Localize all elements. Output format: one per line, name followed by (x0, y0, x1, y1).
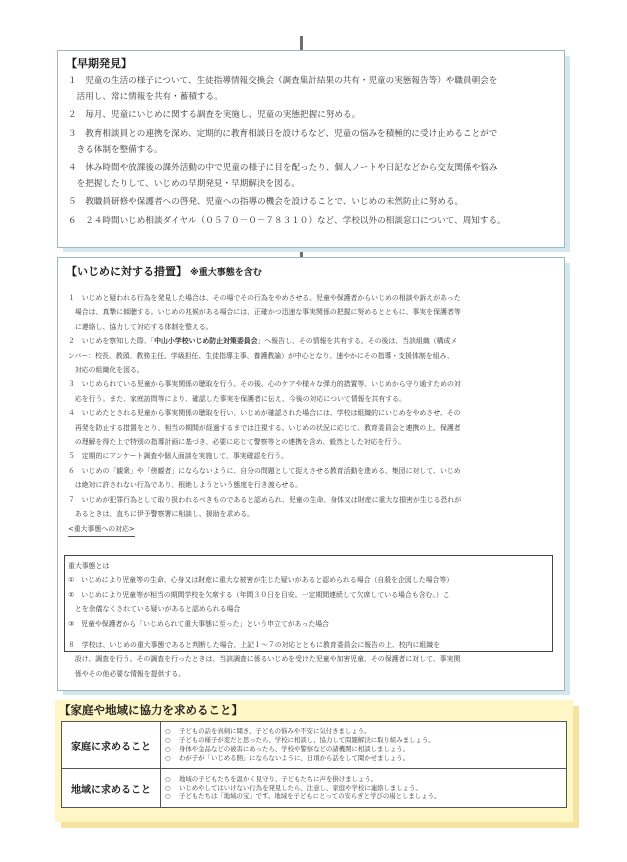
measures-line: は絶対に許されない行為であり、根絶しようという態度を行き渡らせる。 (68, 481, 303, 490)
bullet-icon: ○ (165, 774, 171, 783)
measures-line: の理解を得た上で特別の指導計画に基づき、必要に応じて警察等との連携を含め、毅然とした対応を行う。 (68, 438, 406, 447)
early-line: ４ 休み時間や放課後の課外活動の中で児童の様子に目を配ったり、個人ノートや日記などから交友関係や悩み (68, 163, 498, 174)
list-item: ○ 子どもの様子が変だと思ったら、学校に相談し、協力して問題解決に取り組みましょう。 (165, 736, 435, 745)
committee-name: 中山小学校いじめ防止対策委員会 (154, 337, 258, 346)
home-requests-items (161, 722, 567, 769)
early-line: １ 児童の生活の様子について、生徒指導情報交換会（調査集計結果の共有・児童の実態報告等）や職員朝会を (68, 76, 498, 86)
measures-line: ７ いじめが犯罪行為として取り扱われるべきものであると認められ、児童の生命、身体又は財産に重大な損害が生じる恐れが (68, 495, 462, 504)
serious-case-line: ③ 児童や保護者から「いじめられて重大事態に至った」という申立てがあった場合 (68, 619, 330, 628)
measures-line-2-start: ２ いじめを察知した際、「 (68, 337, 155, 346)
list-item: ○ いじめやしてはいけない行為を発見したら、注意し、家庭や学校に連絡しましょう。 (165, 783, 422, 792)
early-line: ６ ２４時間いじめ相談ダイヤル（０５７０－０－７８３１０）など、学校以外の相談窓口について、周知する。 (68, 215, 506, 226)
measures-line: ンバー：校長、教頭、教務主任、学級担任、生徒指導主事、養護教諭）が中心となり、速やかにその指導・支援体制を組み、 (68, 351, 454, 360)
measures-closing-line: 設け、調査を行う。その調査を行ったときは、当該調査に係るいじめを受けた児童や加害児童、その保護者に対して、事実関 (68, 655, 461, 664)
list-item: ○ 地域の子どもたちを温かく見守り、子どもたちに声を掛けましょう。 (165, 774, 378, 783)
early-line: ５ 教職員研修や保護者への啓発、児童への指導の機会を設けることで、いじめの未然防止に努める。 (68, 197, 464, 208)
serious-case-line: とを余儀なくされている疑いがあると認められる場合 (68, 605, 241, 614)
list-item: ○ 身体や金品などの被害にあったら、学校や警察などの諸機関に相談しましょう。 (165, 745, 409, 753)
bullet-icon: ○ (165, 736, 171, 745)
measures-line: ４ いじめたとされる児童から事実関係の聴取を行い、いじめが確認された場合には、学校は組織的にいじめをやめさせ、その (68, 409, 461, 418)
early-line: 活用し、常に情報を共有・蓄積する。 (68, 92, 223, 103)
measures-line: 対応の組織化を図る。 (68, 366, 144, 375)
community-table (61, 721, 567, 808)
community-requests-label: 地域に求めること (62, 769, 161, 808)
serious-case-line: ① いじめにより児童等の生命、心身又は財産に重大な被害が生じた疑いがあると認められる場合（自殺を企図した場合等） (68, 576, 454, 585)
measures-closing-line: 係やその他必要な情報を提供する。 (68, 669, 186, 678)
bullet-icon: ○ (165, 753, 171, 762)
serious-case-label-text: <重大事態への対応> (68, 522, 135, 537)
list-item: ○ 子どもたちは「地域の宝」です。地域を子どもにとっての安らぎと学びの場としましょう。 (165, 792, 441, 801)
measures-line-2-end: 」へ報告し、その情報を共有する。その後は、当該組織（構成メ (257, 337, 458, 346)
measures-line: ５ 定期的にアンケート調査や個人面談を実施して、事実確認を行う。 (68, 452, 288, 461)
early-detection-heading: 【早期発見】 (66, 57, 132, 70)
measures-body (68, 291, 556, 537)
early-line: を把握したりして、いじめの早期発見・早期解決を図る。 (68, 179, 300, 190)
home-requests-label: 家庭に求めること (62, 722, 161, 769)
bullet-icon: ○ (165, 745, 171, 753)
community-heading: 【家庭や地域に協力を求めること】 (59, 703, 243, 717)
measures-line: 場合は、真摯に傾聴する。いじめの兆候がある場合には、正確かつ迅速な事実関係の把握に努めるとともに、事実を保護者等 (68, 308, 461, 317)
measures-line: 応を行う。また、家庭訪問等により、確認した事実を保護者に伝え、今後の対応について情報を共有する。 (68, 394, 406, 403)
serious-case-label (68, 522, 556, 537)
list-item: ○ わが子が「いじめる側」にならないように、日頃から話をして聞かせましょう。 (165, 753, 410, 762)
measures-line-2 (68, 334, 556, 348)
separator-tick-top (300, 36, 303, 50)
measures-line: ３ いじめられている児童から事実関係の聴取を行う。その後、心のケアや様々な弾力的措置等、いじめから守り通すための対 (68, 380, 461, 389)
measures-heading-note: ※重大事態を含む (190, 268, 262, 278)
table-row (62, 769, 567, 808)
early-line: ３ 教育相談員との連携を深め、定期的に教育相談日を設けるなど、児童の悩みを積極的に受け止めることがで (68, 128, 498, 139)
measures-closing-line: ８ 学校は、いじめの重大事態であると判断した場合、上記１～７の対応とともに教育委員会に報告の上、校内に組織を (68, 641, 441, 649)
measures-closing (68, 638, 552, 681)
early-line: ２ 毎月、児童にいじめに関する調査を実施し、児童の実態把握に努める。 (68, 110, 361, 121)
community-requests-items (161, 769, 567, 808)
measures-line: ６ いじめの「観衆」や「傍観者」にならないように、自分の問題として捉えさせる教育活動を進める。集団に対して、いじめ (68, 466, 461, 475)
measures-heading (66, 263, 262, 279)
early-detection-body (68, 73, 558, 229)
measures-line: １ いじめと疑われる行為を発見した場合は、その場でその行為をやめさせる。児童や保護者からいじめの相談や訴えがあった (68, 294, 461, 302)
serious-case-line: ② いじめにより児童等が相当の期間学校を欠席する（年間３０日を目安。一定期間連続して欠席している場合も含む。）こ (68, 590, 450, 599)
bullet-icon: ○ (165, 783, 171, 792)
list-item: ○ 子どもの話を真剣に聞き、子どもの悩みや不安に気付きましょう。 (165, 727, 371, 736)
bullet-icon: ○ (165, 727, 171, 736)
measures-line: あるときは、直ちに伊予警察署に相談し、援助を求める。 (68, 510, 255, 519)
serious-case-line: 重大事態とは (68, 562, 110, 570)
measures-heading-title: 【いじめに対する措置】 (66, 265, 187, 278)
serious-case-body (68, 559, 552, 631)
bullet-icon: ○ (165, 792, 171, 801)
measures-line: 再発を防止する措置をとり、相当の期間が経過するまでは注視する。いじめの状況に応じて、教育委員会と連携の上、保護者 (68, 423, 461, 432)
early-line: きる体制を整備する。 (68, 144, 163, 155)
table-row (62, 722, 567, 769)
measures-line: に連絡し、協力して対応する体制を整える。 (68, 322, 213, 331)
